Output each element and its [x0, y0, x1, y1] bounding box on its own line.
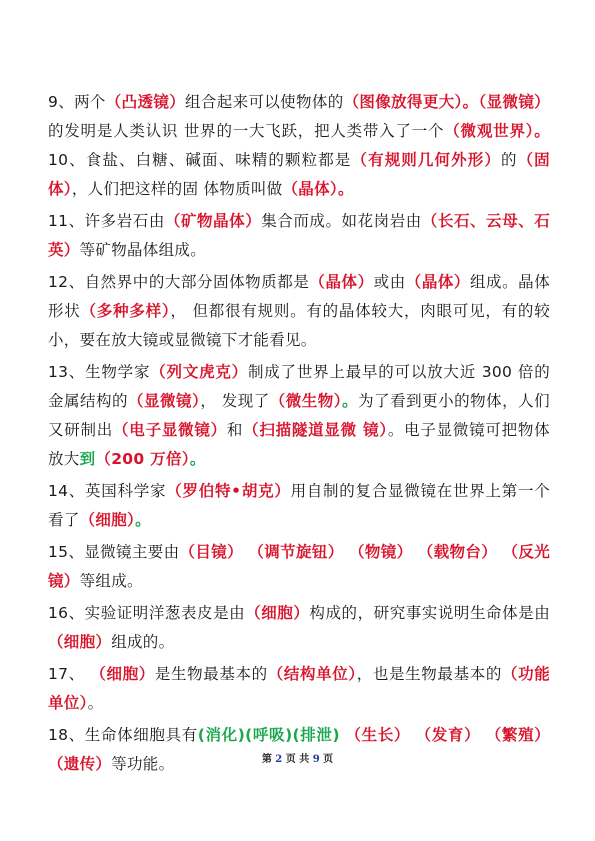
footer-suffix: 页: [323, 754, 334, 765]
answer-highlight: （生长）: [345, 726, 411, 744]
answer-highlight: （细胞）: [48, 633, 112, 651]
paragraph-item: [48, 88, 550, 204]
answer-highlight: （微观世界）: [444, 122, 535, 140]
answer-highlight: （细胞）: [245, 604, 310, 622]
footer-page-number: 2: [275, 754, 283, 765]
answer-highlight: （繁殖）: [485, 726, 551, 744]
answer-highlight: （多种多样）: [80, 302, 171, 320]
text-segment: 16、实验证明洋葱表皮是由: [48, 604, 246, 622]
text-segment: 为了看到更小的物体，人们又研制出: [48, 392, 550, 439]
answer-highlight: 。: [534, 122, 550, 140]
text-segment: 组合起来可以使物体的: [185, 93, 344, 111]
answer-highlight: （罗伯特•胡克）: [166, 482, 291, 500]
answer-highlight-green: 。: [135, 511, 151, 529]
answer-highlight-green: 。: [342, 392, 359, 410]
answer-highlight: （结构单位）: [267, 665, 357, 683]
paragraph-item: [48, 538, 550, 596]
text-segment: 制成了世界上最早的可以放大近 300 倍的金属结构的: [48, 363, 550, 410]
text-segment: 是生物最基本的: [154, 665, 268, 683]
answer-highlight: （电子显微镜）: [113, 421, 227, 439]
answer-highlight: （晶体）: [282, 180, 338, 198]
answer-highlight-green: (消化)(呼吸)(排泄): [197, 726, 340, 744]
paragraph-item: [48, 358, 550, 474]
answer-highlight: （目镜）: [179, 543, 244, 561]
answer-highlight: （矿物晶体）: [164, 212, 262, 230]
answer-highlight: （列文虎克）: [150, 363, 248, 381]
answer-highlight: （发育）: [415, 726, 481, 744]
text-segment: 集合而成。如花岗岩由: [261, 212, 422, 230]
answer-highlight: （凸透镜）: [105, 93, 186, 111]
text-segment: 。电子显微镜可把物体放大: [48, 421, 550, 468]
answer-highlight: （反光镜）: [48, 543, 551, 590]
document-body: [48, 88, 550, 782]
footer-middle: 页 共: [285, 754, 310, 765]
text-segment: 9、两个: [48, 93, 106, 111]
text-segment: 等组成。: [79, 572, 143, 590]
answer-highlight: （细胞）: [90, 665, 155, 683]
answer-highlight: （200 万倍）: [95, 450, 190, 468]
answer-highlight: （调节旋钮）: [248, 543, 344, 561]
answer-highlight: （微生物）: [269, 392, 343, 410]
text-segment: 18、生命体细胞具有: [48, 726, 198, 744]
text-segment: 构成的，研究事实说明生命体是由: [309, 604, 550, 622]
answer-highlight: （显微镜）: [128, 392, 201, 410]
answer-highlight: （晶体）: [405, 273, 470, 291]
answer-highlight: （图像放得更大）: [343, 93, 463, 111]
answer-highlight: （有规则几何外形）: [351, 151, 501, 169]
answer-highlight: （遗传）: [48, 755, 112, 773]
text-segment: 12、自然界中的大部分固体物质都是: [48, 273, 310, 291]
paragraph-item: [48, 660, 550, 718]
text-segment: 组成。晶体形状: [48, 273, 551, 320]
text-segment: 的发明是人类认识 世界的一大飞跃，把人类带入了一个: [48, 122, 445, 140]
text-segment: 和: [226, 421, 244, 439]
answer-highlight: （功能单位）: [48, 665, 551, 712]
page-footer: [0, 750, 595, 765]
text-segment: 组成的。: [111, 633, 175, 651]
answer-highlight-green: 。: [189, 450, 206, 468]
text-segment: 用自制的复合显微镜在世界上第一个看了: [48, 482, 550, 529]
answer-highlight: 。: [337, 180, 354, 198]
text-segment: 的: [500, 151, 518, 169]
footer-prefix: 第: [261, 754, 272, 765]
text-segment: ， 但都很有规则。有的晶体较大，肉眼可见，有的较小，要在放大镜或显微镜下才能看见。: [48, 302, 550, 349]
text-segment: 10、食盐、白糖、碱面、味精的颗粒都是: [48, 151, 352, 169]
text-segment: 11、许多岩石由: [48, 212, 165, 230]
paragraph-item: [48, 477, 550, 535]
answer-highlight: （固体）: [48, 151, 550, 198]
paragraph-item: [48, 599, 550, 657]
answer-highlight-green: 到: [79, 450, 96, 468]
text-segment: ，也是生物最基本的: [356, 665, 502, 683]
text-segment: ，人们把这样的固 体物质叫做: [71, 180, 283, 198]
text-segment: ， 发现了: [200, 392, 270, 410]
paragraph-item: [48, 207, 550, 265]
answer-highlight: （载物台）: [417, 543, 498, 561]
text-segment: 。: [87, 694, 104, 712]
text-segment: 14、英国科学家: [48, 482, 167, 500]
text-segment: 13、生物学家: [48, 363, 151, 381]
answer-highlight: 。: [462, 93, 479, 111]
text-segment: 15、显微镜主要由: [48, 543, 180, 561]
answer-highlight: （细胞）: [79, 511, 136, 529]
answer-highlight: （长石、云母、石英）: [48, 212, 551, 259]
answer-highlight: （晶体）: [309, 273, 374, 291]
text-segment: 等矿物晶体组成。: [79, 241, 207, 259]
text-segment: 或由: [373, 273, 406, 291]
footer-total-pages: 9: [312, 754, 320, 765]
answer-highlight: （显微镜）: [478, 93, 550, 111]
text-segment: 等功能。: [111, 755, 175, 773]
answer-highlight: （物镜）: [348, 543, 413, 561]
paragraph-item: [48, 268, 550, 355]
answer-highlight: （扫描隧道显微 镜）: [243, 421, 388, 439]
text-segment: 17、: [48, 665, 91, 683]
